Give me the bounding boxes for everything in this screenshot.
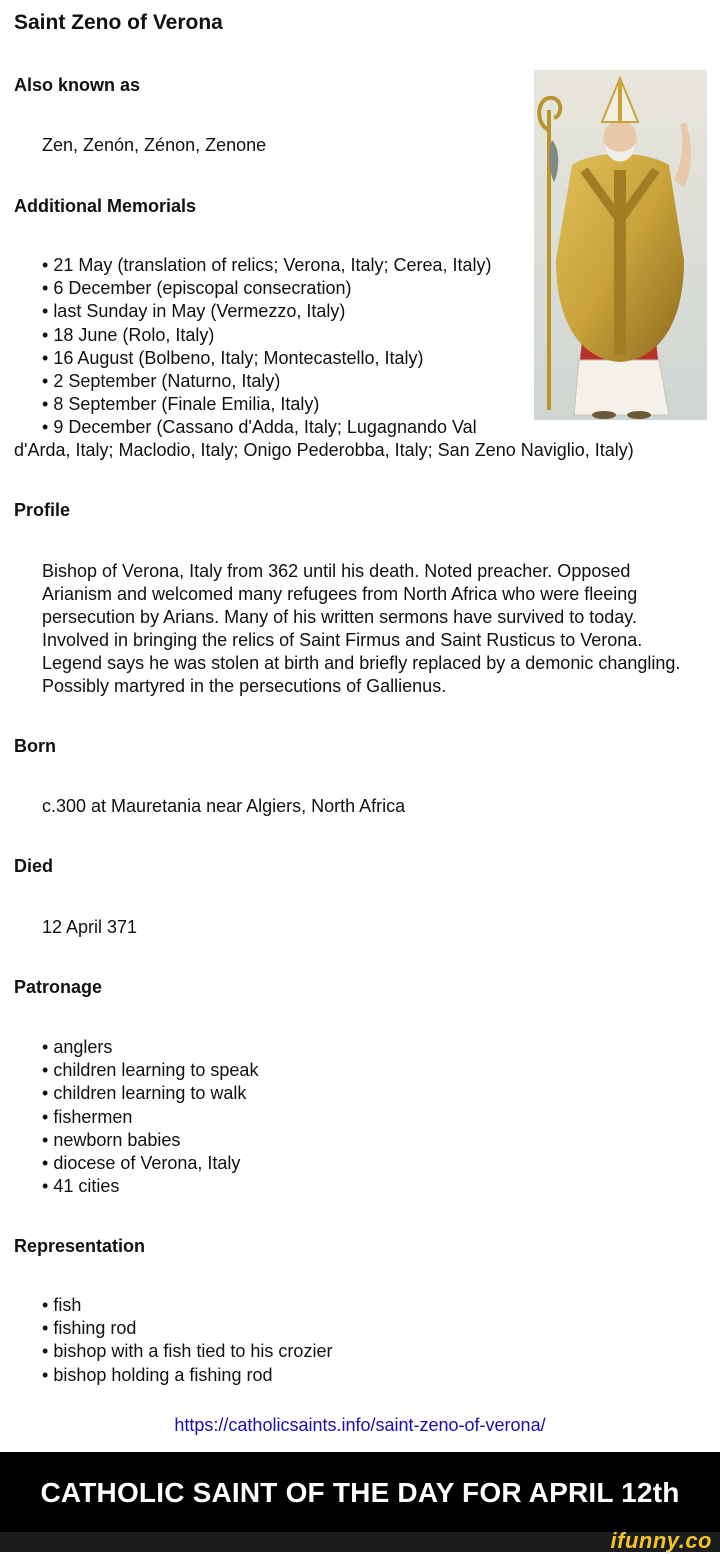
page-title: Saint Zeno of Verona — [14, 11, 223, 34]
list-item: • 16 August (Bolbeno, Italy; Montecastello, Italy) — [42, 347, 492, 370]
watermark-strip — [0, 1528, 720, 1553]
source-link[interactable]: https://catholicsaints.info/saint-zeno-of-verona/ — [174, 1415, 546, 1435]
list-item: • 6 December (episcopal consecration) — [42, 277, 492, 300]
list-item: • 8 September (Finale Emilia, Italy) — [42, 393, 492, 416]
list-item: • newborn babies — [42, 1129, 258, 1152]
born-text: c.300 at Mauretania near Algiers, North Africa — [42, 796, 406, 816]
heading-died: Died — [14, 856, 54, 876]
list-item: • diocese of Verona, Italy — [42, 1152, 258, 1175]
patronage-list — [42, 1036, 258, 1198]
list-item: • fishermen — [42, 1106, 258, 1129]
ifunny-watermark: ifunny.co — [610, 1528, 712, 1553]
list-item: • 41 cities — [42, 1175, 258, 1198]
saint-zeno-image — [534, 70, 707, 420]
memorial-last-line2: d'Arda, Italy; Maclodio, Italy; Onigo Pederobba, Italy; San Zeno Naviglio, Italy) — [14, 440, 634, 461]
list-item: • last Sunday in May (Vermezzo, Italy) — [42, 300, 492, 323]
list-item: • anglers — [42, 1036, 258, 1059]
memorials-list — [42, 254, 492, 416]
list-item: • 18 June (Rolo, Italy) — [42, 324, 492, 347]
heading-born: Born — [14, 736, 56, 756]
representation-list — [42, 1294, 332, 1387]
list-item: • bishop holding a fishing rod — [42, 1364, 332, 1387]
heading-profile: Profile — [14, 500, 71, 520]
list-item: • fish — [42, 1294, 332, 1317]
list-item: • fishing rod — [42, 1317, 332, 1340]
heading-patronage: Patronage — [14, 977, 103, 997]
died-text: 12 April 371 — [42, 917, 138, 937]
memorial-last-line1: 9 December (Cassano d'Adda, Italy; Lugagnando Val — [53, 417, 477, 437]
list-item: • 2 September (Naturno, Italy) — [42, 370, 492, 393]
list-item: • 21 May (translation of relics; Verona, Italy; Cerea, Italy) — [42, 254, 492, 277]
list-item: • children learning to walk — [42, 1082, 258, 1105]
memorial-last-item: • 9 December (Cassano d'Adda, Italy; Lugagnando Val d'Arda, Italy; Maclodio, Italy; Onigo Pederobba, Italy; San Zeno Naviglio, Italy) — [42, 416, 712, 462]
heading-also-known-as: Also known as — [14, 75, 141, 95]
list-item: • children learning to speak — [42, 1059, 258, 1082]
heading-representation: Representation — [14, 1236, 146, 1256]
caption-text: CATHOLIC SAINT OF THE DAY FOR APRIL 12th — [40, 1477, 680, 1508]
profile-text: Bishop of Verona, Italy from 362 until his death. Noted preacher. Opposed Arianism and welcomed many refugees from North Africa who were fleeing persecution by Arians. Many of his written sermons have survived to today. Involved in bringing the relics of Saint Firmus and Saint Rusticus to Verona. Legend says he was stolen at birth and briefly replaced by a demonic changling. Possibly martyred in the persecutions of Gallienus. — [42, 561, 681, 696]
heading-additional-memorials: Additional Memorials — [14, 196, 197, 216]
also-known-as-text: Zen, Zenón, Zénon, Zenone — [42, 135, 267, 155]
list-item: • bishop with a fish tied to his crozier — [42, 1340, 332, 1363]
caption-bar — [0, 1452, 720, 1532]
